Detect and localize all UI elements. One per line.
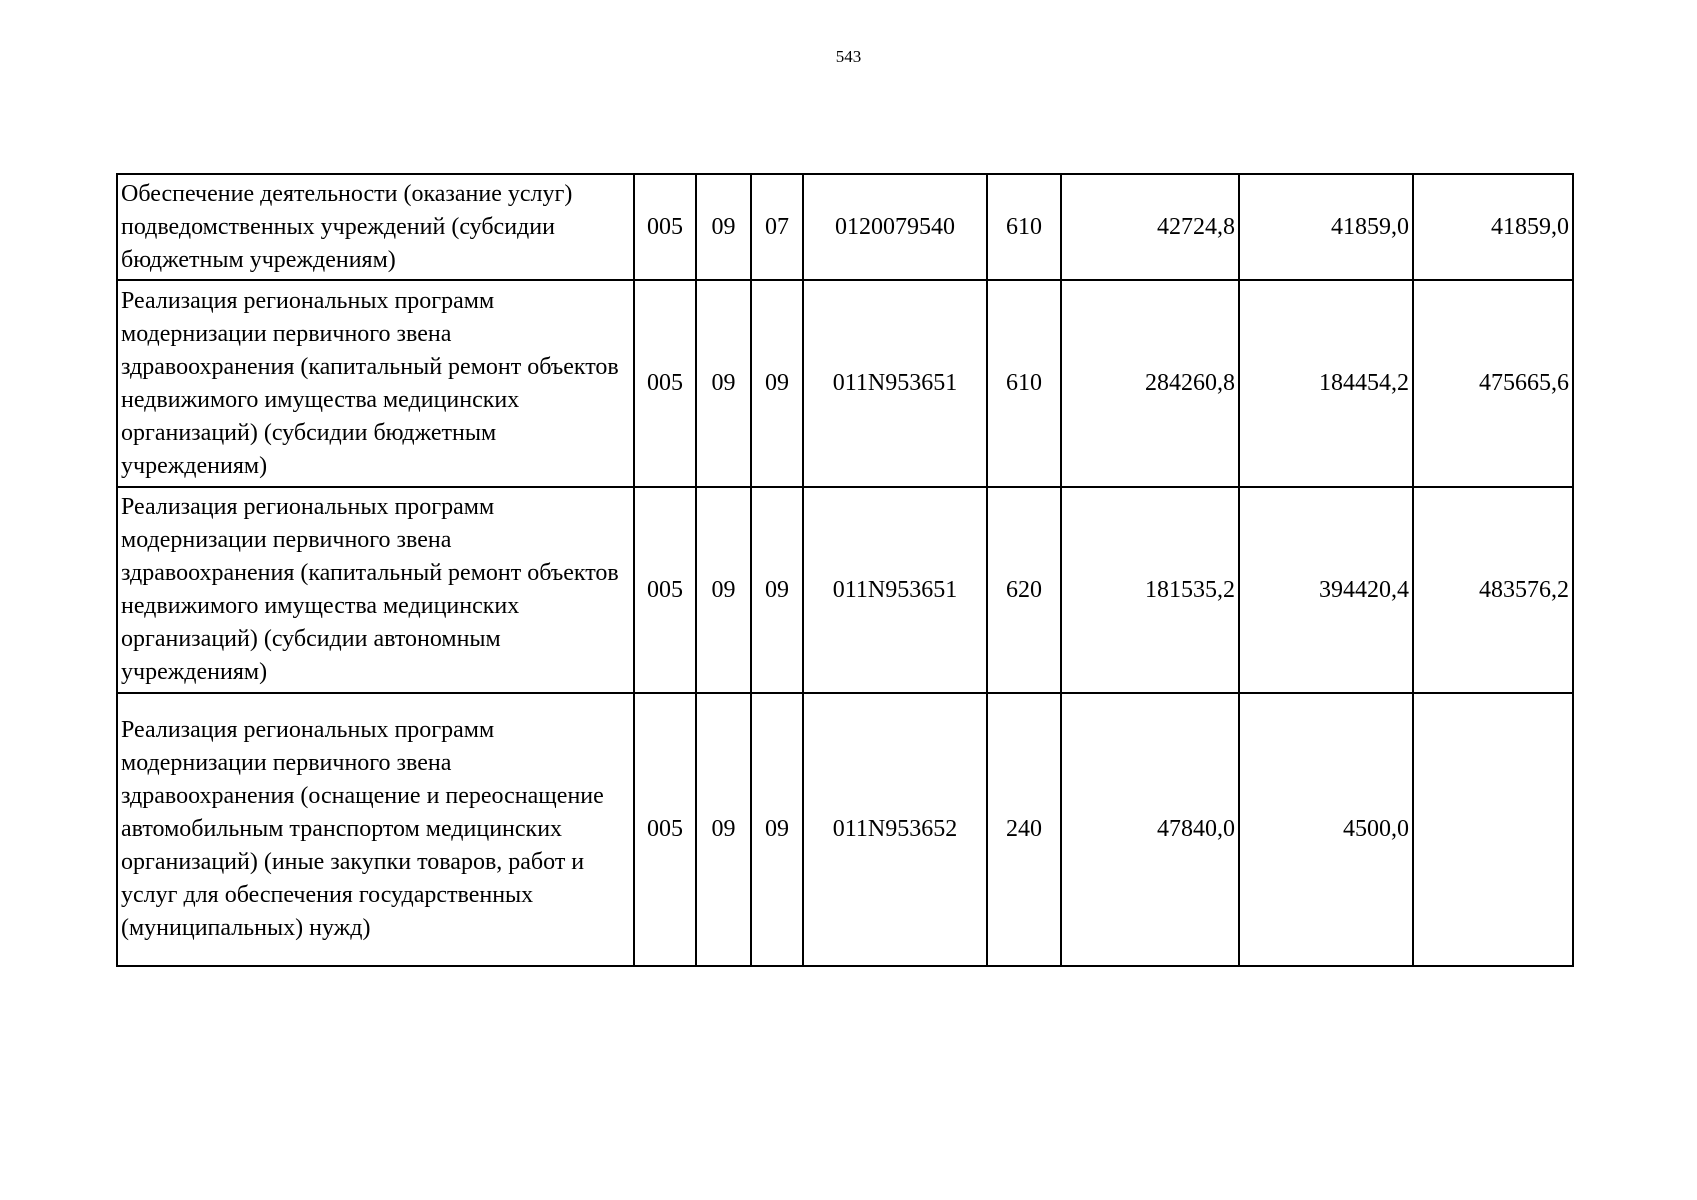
ministry-code: 005 xyxy=(634,174,696,280)
section-code: 09 xyxy=(696,487,751,693)
section-code: 09 xyxy=(696,280,751,487)
target-article-code: 0120079540 xyxy=(803,174,987,280)
subsection-code: 07 xyxy=(751,174,803,280)
subsection-code: 09 xyxy=(751,487,803,693)
section-code: 09 xyxy=(696,174,751,280)
ministry-code: 005 xyxy=(634,280,696,487)
amount-2: 4500,0 xyxy=(1239,693,1413,966)
target-article-code: 011N953651 xyxy=(803,280,987,487)
target-article-code: 011N953651 xyxy=(803,487,987,693)
page-number: 543 xyxy=(835,47,862,66)
subsection-code: 09 xyxy=(751,280,803,487)
amount-3: 475665,6 xyxy=(1413,280,1573,487)
table-row xyxy=(117,487,1573,693)
amount-1: 42724,8 xyxy=(1061,174,1239,280)
amount-3 xyxy=(1413,693,1573,966)
amount-1: 47840,0 xyxy=(1061,693,1239,966)
expense-type-code: 620 xyxy=(987,487,1061,693)
row-description: Реализация региональных программ модернизации первичного звена здравоохранения (капитальный ремонт объектов недвижимого имущества медицинских организаций) (субсидии бюджетным учреждениям) xyxy=(117,280,634,487)
table-row xyxy=(117,174,1573,280)
row-description: Реализация региональных программ модернизации первичного звена здравоохранения (оснащение и переоснащение автомобильным транспортом медицинских организаций) (иные закупки товаров, работ и услуг для обеспечения государственных (муниципальных) нужд) xyxy=(117,693,634,966)
amount-2: 41859,0 xyxy=(1239,174,1413,280)
ministry-code: 005 xyxy=(634,487,696,693)
section-code: 09 xyxy=(696,693,751,966)
table-row xyxy=(117,280,1573,487)
target-article-code: 011N953652 xyxy=(803,693,987,966)
amount-2: 394420,4 xyxy=(1239,487,1413,693)
subsection-code: 09 xyxy=(751,693,803,966)
amount-1: 284260,8 xyxy=(1061,280,1239,487)
expense-type-code: 610 xyxy=(987,280,1061,487)
ministry-code: 005 xyxy=(634,693,696,966)
amount-2: 184454,2 xyxy=(1239,280,1413,487)
table-row xyxy=(117,693,1573,966)
amount-3: 483576,2 xyxy=(1413,487,1573,693)
amount-3: 41859,0 xyxy=(1413,174,1573,280)
budget-table xyxy=(116,173,1574,967)
amount-1: 181535,2 xyxy=(1061,487,1239,693)
row-description: Реализация региональных программ модернизации первичного звена здравоохранения (капитальный ремонт объектов недвижимого имущества медицинских организаций) (субсидии автономным учреждениям) xyxy=(117,487,634,693)
row-description: Обеспечение деятельности (оказание услуг) подведомственных учреждений (субсидии бюджетным учреждениям) xyxy=(117,174,634,280)
expense-type-code: 610 xyxy=(987,174,1061,280)
expense-type-code: 240 xyxy=(987,693,1061,966)
